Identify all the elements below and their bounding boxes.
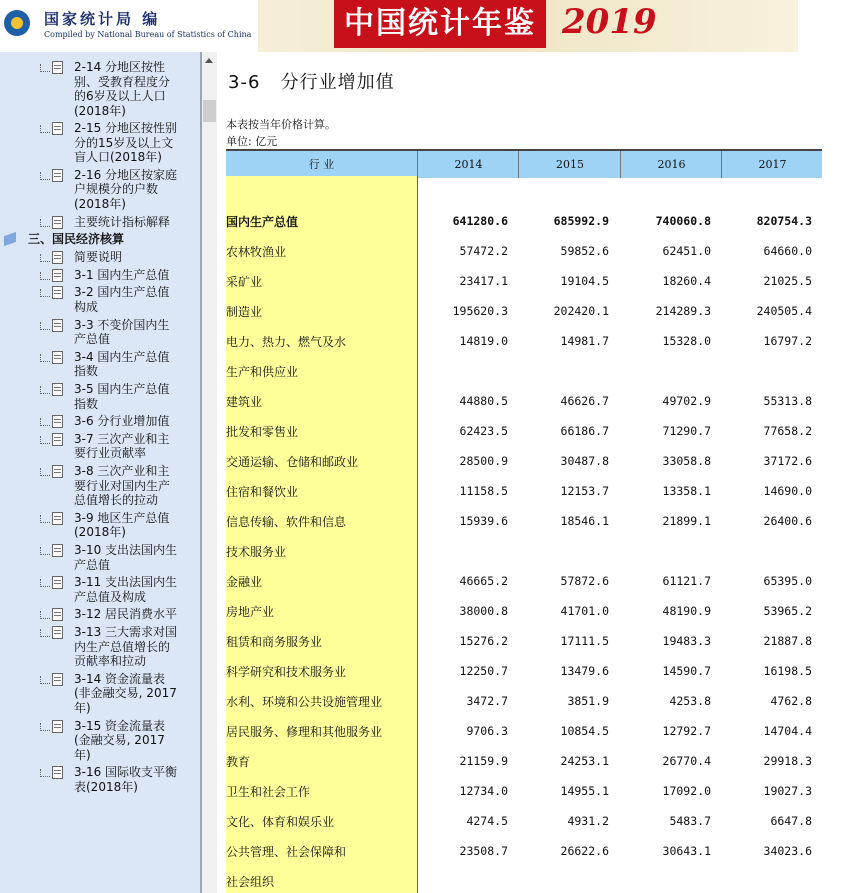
cell-value: 41701.0 bbox=[560, 604, 609, 618]
cell-value: 16198.5 bbox=[763, 664, 812, 678]
toc-item-line: 要行业对国内生产 bbox=[74, 478, 171, 493]
tree-branch-line bbox=[40, 272, 50, 280]
toc-item[interactable] bbox=[0, 215, 200, 230]
tree-branch-line bbox=[40, 769, 50, 777]
cell-value: 77658.2 bbox=[763, 424, 812, 438]
cell-value: 18546.1 bbox=[560, 514, 609, 528]
toc-item-line: 分的15岁及以上文 bbox=[74, 135, 174, 150]
cell-value: 17092.0 bbox=[662, 784, 711, 798]
cell-value: 4274.5 bbox=[466, 814, 508, 828]
cell-value: 3851.9 bbox=[567, 694, 609, 708]
toc-item-label bbox=[74, 215, 198, 230]
sidebar-scrollbar[interactable] bbox=[202, 52, 217, 893]
unit-note: 单位: 亿元 bbox=[226, 135, 278, 148]
row-label: 电力、热力、燃气及水 bbox=[226, 335, 347, 349]
toc-item-label bbox=[74, 464, 198, 508]
cell-value: 57872.6 bbox=[560, 574, 609, 588]
toc-item[interactable] bbox=[0, 250, 200, 265]
toc-item-line: 年) bbox=[74, 700, 91, 715]
toc-item[interactable] bbox=[0, 575, 200, 604]
cell-value: 195620.3 bbox=[452, 304, 508, 318]
toc-item-label bbox=[74, 672, 198, 716]
row-label: 信息传输、软件和信息 bbox=[226, 515, 347, 529]
row-label: 房地产业 bbox=[226, 605, 275, 619]
toc-item[interactable] bbox=[0, 318, 200, 347]
tree-branch-line bbox=[40, 611, 50, 619]
toc-item-line: 2-14 分地区按性 bbox=[74, 60, 166, 74]
cell-value: 38000.8 bbox=[459, 604, 508, 618]
tree-branch-line bbox=[40, 629, 50, 637]
toc-item-label bbox=[74, 268, 198, 283]
document-icon bbox=[52, 415, 63, 428]
toc-item-line: 指数 bbox=[74, 364, 99, 379]
tree-branch-line bbox=[40, 254, 50, 262]
toc-item-label bbox=[28, 232, 152, 247]
toc-item-line: 构成 bbox=[74, 299, 99, 314]
tree-branch-line bbox=[40, 322, 50, 330]
tree-branch-line bbox=[40, 579, 50, 587]
toc-item-line: 3-2 国内生产总值 bbox=[74, 285, 170, 300]
scroll-up-arrow-icon[interactable] bbox=[205, 58, 213, 63]
toc-item[interactable] bbox=[0, 285, 200, 314]
toc-item-label bbox=[74, 511, 198, 540]
document-icon bbox=[52, 626, 63, 639]
row-label: 居民服务、修理和其他服务业 bbox=[226, 725, 383, 739]
toc-item-label bbox=[74, 432, 198, 461]
toc-item-line: 3-13 三大需求对国 bbox=[74, 625, 178, 640]
row-label: 教育 bbox=[226, 755, 251, 769]
document-icon bbox=[52, 319, 63, 332]
document-icon bbox=[52, 544, 63, 557]
cell-value: 62451.0 bbox=[662, 244, 711, 258]
toc-section-item[interactable] bbox=[0, 232, 200, 247]
tree-branch-line bbox=[40, 289, 50, 297]
cell-value: 14690.0 bbox=[763, 484, 812, 498]
document-icon bbox=[52, 433, 63, 446]
toc-item-line: 产总值 bbox=[74, 332, 111, 347]
cell-value: 53965.2 bbox=[763, 604, 812, 618]
document-icon bbox=[52, 383, 63, 396]
cell-value: 10854.5 bbox=[560, 724, 609, 738]
cell-value: 26400.6 bbox=[763, 514, 812, 528]
toc-item-label bbox=[74, 285, 198, 314]
row-label: 农林牧渔业 bbox=[226, 245, 287, 259]
toc-item-label bbox=[74, 121, 198, 165]
toc-item-line: 3-9 地区生产总值 bbox=[74, 510, 170, 525]
toc-item-line: (2018年) bbox=[74, 103, 126, 118]
document-icon bbox=[52, 673, 63, 686]
document-icon bbox=[52, 608, 63, 621]
header-year: 2014 bbox=[417, 151, 519, 178]
cell-value: 685992.9 bbox=[553, 214, 609, 228]
cell-value: 33058.8 bbox=[662, 454, 711, 468]
cell-value: 71290.7 bbox=[662, 424, 711, 438]
document-icon bbox=[52, 286, 63, 299]
toc-item-line: 3-14 资金流量表 bbox=[74, 671, 166, 686]
tree-branch-line bbox=[40, 64, 50, 72]
toc-item-label bbox=[74, 318, 198, 347]
toc-item-line: 表(2018年) bbox=[74, 779, 138, 794]
document-icon bbox=[52, 269, 63, 282]
cell-value: 13358.1 bbox=[662, 484, 711, 498]
tree-branch-line bbox=[40, 723, 50, 731]
header-year: 2017 bbox=[721, 151, 823, 178]
cell-value: 11158.5 bbox=[459, 484, 508, 498]
toc-sidebar[interactable] bbox=[0, 52, 200, 893]
cell-value: 19104.5 bbox=[560, 274, 609, 288]
tree-branch-line bbox=[40, 418, 50, 426]
row-label: 金融业 bbox=[226, 575, 263, 589]
toc-item[interactable] bbox=[0, 607, 200, 622]
toc-item-line: 别、受教育程度分 bbox=[74, 74, 171, 89]
toc-item-line: 2-15 分地区按性别 bbox=[74, 121, 178, 136]
toc-item-label bbox=[74, 625, 198, 669]
cell-value: 240505.4 bbox=[756, 304, 812, 318]
document-icon bbox=[52, 766, 63, 779]
toc-item-label bbox=[74, 60, 198, 118]
cell-value: 19483.3 bbox=[662, 634, 711, 648]
cell-value: 26622.6 bbox=[560, 844, 609, 858]
tree-branch-line bbox=[40, 386, 50, 394]
page-title bbox=[228, 68, 395, 94]
cell-value: 37172.6 bbox=[763, 454, 812, 468]
cell-value: 29918.3 bbox=[763, 754, 812, 768]
tree-branch-line bbox=[40, 436, 50, 444]
table-title: 分行业增加值 bbox=[280, 72, 395, 93]
row-label: 住宿和餐饮业 bbox=[226, 485, 299, 499]
cell-value: 14704.4 bbox=[763, 724, 812, 738]
tree-branch-line bbox=[40, 219, 50, 227]
tree-branch-line bbox=[40, 676, 50, 684]
cell-value: 15939.6 bbox=[459, 514, 508, 528]
row-label: 生产和供应业 bbox=[226, 365, 299, 379]
toc-item-line: 3-6 分行业增加值 bbox=[74, 414, 170, 429]
document-icon bbox=[52, 512, 63, 525]
cell-value: 59852.6 bbox=[560, 244, 609, 258]
toc-item-line: (2018年) bbox=[74, 525, 126, 540]
book-icon bbox=[4, 232, 16, 246]
cell-value: 46626.7 bbox=[560, 394, 609, 408]
toc-item[interactable] bbox=[0, 672, 200, 716]
row-label: 批发和零售业 bbox=[226, 425, 299, 439]
cell-value: 14590.7 bbox=[662, 664, 711, 678]
cell-value: 28500.9 bbox=[459, 454, 508, 468]
cell-value: 23417.1 bbox=[459, 274, 508, 288]
toc-item-line: 3-12 居民消费水平 bbox=[74, 607, 178, 622]
document-icon bbox=[52, 61, 63, 74]
table-number: 3-6 bbox=[228, 72, 261, 93]
cell-value: 30487.8 bbox=[560, 454, 609, 468]
toc-item[interactable] bbox=[0, 60, 200, 118]
toc-item-line: (金融交易, 2017 bbox=[74, 733, 165, 747]
toc-item-label bbox=[74, 607, 198, 622]
toc-item[interactable] bbox=[0, 382, 200, 411]
cell-value: 24253.1 bbox=[560, 754, 609, 768]
cell-value: 55313.8 bbox=[763, 394, 812, 408]
cell-value: 62423.5 bbox=[459, 424, 508, 438]
toc-item-line: 3-7 三次产业和主 bbox=[74, 431, 170, 446]
tree-branch-line bbox=[40, 515, 50, 523]
toc-item-line: 户规模分的户数 bbox=[74, 182, 159, 197]
toc-item-label bbox=[74, 350, 198, 379]
toc-item-label bbox=[74, 250, 198, 265]
cell-value: 13479.6 bbox=[560, 664, 609, 678]
document-icon bbox=[52, 465, 63, 478]
tree-branch-line bbox=[40, 547, 50, 555]
cell-value: 30643.1 bbox=[662, 844, 711, 858]
document-icon bbox=[52, 169, 63, 182]
cell-value: 21159.9 bbox=[459, 754, 508, 768]
cell-value: 12792.7 bbox=[662, 724, 711, 738]
publisher-name-en: Compiled by National Bureau of Statistics of China bbox=[44, 30, 252, 39]
toc-item[interactable] bbox=[0, 432, 200, 461]
table-header bbox=[226, 149, 822, 178]
cell-value: 12153.7 bbox=[560, 484, 609, 498]
document-icon bbox=[52, 576, 63, 589]
toc-item-line: (非金融交易, 2017 bbox=[74, 686, 177, 701]
toc-item[interactable] bbox=[0, 121, 200, 165]
row-label: 水利、环境和公共设施管理业 bbox=[226, 695, 383, 709]
cell-value: 6647.8 bbox=[770, 814, 812, 828]
cell-value: 21887.8 bbox=[763, 634, 812, 648]
toc-item[interactable] bbox=[0, 719, 200, 763]
book-banner bbox=[0, 0, 845, 52]
toc-item-label bbox=[74, 168, 198, 212]
toc-item-line: 3-15 资金流量表 bbox=[74, 718, 166, 733]
row-label: 卫生和社会工作 bbox=[226, 785, 311, 799]
document-icon bbox=[52, 251, 63, 264]
cell-value: 820754.3 bbox=[756, 214, 812, 228]
toc-item-line: 盲人口(2018年) bbox=[74, 150, 162, 165]
cell-value: 3472.7 bbox=[466, 694, 508, 708]
row-label: 建筑业 bbox=[226, 395, 263, 409]
tree-branch-line bbox=[40, 125, 50, 133]
toc-item-line: 3-5 国内生产总值 bbox=[74, 382, 170, 396]
cell-value: 214289.3 bbox=[655, 304, 711, 318]
toc-item-line: 3-11 支出法国内生 bbox=[74, 575, 178, 590]
cell-value: 4931.2 bbox=[567, 814, 609, 828]
header-industry: 行 业 bbox=[308, 158, 335, 171]
scrollbar-thumb[interactable] bbox=[203, 100, 216, 122]
toc-item-line: 三、国民经济核算 bbox=[28, 232, 125, 247]
toc-item-label bbox=[74, 543, 198, 572]
document-icon bbox=[52, 122, 63, 135]
cell-value: 34023.6 bbox=[763, 844, 812, 858]
row-label: 国内生产总值 bbox=[226, 215, 299, 229]
cell-value: 14981.7 bbox=[560, 334, 609, 348]
toc-item-line: 主要统计指标解释 bbox=[74, 214, 171, 229]
toc-item-line: 总值增长的拉动 bbox=[74, 493, 159, 508]
cell-value: 57472.2 bbox=[459, 244, 508, 258]
cell-value: 44880.5 bbox=[459, 394, 508, 408]
toc-item-line: 3-3 不变价国内生 bbox=[74, 317, 170, 332]
cell-value: 4762.8 bbox=[770, 694, 812, 708]
toc-item-line: 贡献率和拉动 bbox=[74, 654, 147, 669]
cell-value: 49702.9 bbox=[662, 394, 711, 408]
cell-value: 16797.2 bbox=[763, 334, 812, 348]
cell-value: 48190.9 bbox=[662, 604, 711, 618]
cell-value: 64660.0 bbox=[763, 244, 812, 258]
row-label: 租赁和商务服务业 bbox=[226, 635, 323, 649]
tree-branch-line bbox=[40, 468, 50, 476]
toc-item-line: (2018年) bbox=[74, 196, 126, 211]
row-label: 科学研究和技术服务业 bbox=[226, 665, 347, 679]
document-icon bbox=[52, 351, 63, 364]
toc-item-label bbox=[74, 414, 198, 429]
toc-item[interactable] bbox=[0, 765, 200, 794]
cell-value: 740060.8 bbox=[655, 214, 711, 228]
toc-item-label bbox=[74, 719, 198, 763]
row-label: 制造业 bbox=[226, 305, 263, 319]
cell-value: 641280.6 bbox=[452, 214, 508, 228]
header-year: 2015 bbox=[518, 151, 621, 178]
toc-item-line: 3-16 国际收支平衡 bbox=[74, 765, 178, 780]
toc-item[interactable] bbox=[0, 350, 200, 379]
cell-value: 202420.1 bbox=[553, 304, 609, 318]
toc-item-label bbox=[74, 382, 198, 411]
document-icon bbox=[52, 720, 63, 733]
cell-value: 19027.3 bbox=[763, 784, 812, 798]
row-label: 公共管理、社会保障和 bbox=[226, 845, 347, 859]
cell-value: 9706.3 bbox=[466, 724, 508, 738]
toc-item[interactable] bbox=[0, 268, 200, 283]
toc-item-line: 产总值及构成 bbox=[74, 589, 147, 604]
row-label: 文化、体育和娱乐业 bbox=[226, 815, 335, 829]
nbs-logo-icon bbox=[4, 10, 30, 36]
row-label: 技术服务业 bbox=[226, 545, 287, 559]
toc-item-line: 指数 bbox=[74, 396, 99, 411]
row-label: 社会组织 bbox=[226, 875, 275, 889]
toc-item-label bbox=[74, 765, 198, 794]
cell-value: 14819.0 bbox=[459, 334, 508, 348]
book-title: 中国统计年鉴 bbox=[334, 0, 546, 48]
toc-item-line: 产总值 bbox=[74, 557, 111, 572]
toc-item-line: 的6岁及以上人口 bbox=[74, 89, 166, 103]
cell-value: 18260.4 bbox=[662, 274, 711, 288]
cell-value: 12250.7 bbox=[459, 664, 508, 678]
cell-value: 26770.4 bbox=[662, 754, 711, 768]
cell-value: 4253.8 bbox=[669, 694, 711, 708]
publisher-name: 国家统计局 编 bbox=[44, 10, 161, 28]
cell-value: 21899.1 bbox=[662, 514, 711, 528]
price-note: 本表按当年价格计算。 bbox=[226, 118, 336, 131]
toc-item-line: 简要说明 bbox=[74, 250, 123, 264]
toc-item-line: 要行业贡献率 bbox=[74, 446, 147, 461]
toc-item[interactable] bbox=[0, 168, 200, 212]
cell-value: 12734.0 bbox=[459, 784, 508, 798]
cell-value: 21025.5 bbox=[763, 274, 812, 288]
table-page bbox=[217, 52, 845, 893]
row-label: 采矿业 bbox=[226, 275, 263, 289]
document-icon bbox=[52, 216, 63, 229]
toc-item[interactable] bbox=[0, 511, 200, 540]
book-year: 2019 bbox=[562, 2, 657, 42]
cell-value: 15276.2 bbox=[459, 634, 508, 648]
toc-item[interactable] bbox=[0, 414, 200, 429]
cell-value: 17111.5 bbox=[560, 634, 609, 648]
header-year: 2016 bbox=[620, 151, 722, 178]
toc-item-line: 3-1 国内生产总值 bbox=[74, 267, 170, 282]
toc-item-line: 年) bbox=[74, 747, 91, 762]
cell-value: 23508.7 bbox=[459, 844, 508, 858]
cell-value: 15328.0 bbox=[662, 334, 711, 348]
toc-item-line: 3-8 三次产业和主 bbox=[74, 464, 170, 479]
tree-branch-line bbox=[40, 172, 50, 180]
toc-item-line: 3-10 支出法国内生 bbox=[74, 543, 178, 557]
toc-item-line: 内生产总值增长的 bbox=[74, 639, 171, 654]
cell-value: 5483.7 bbox=[669, 814, 711, 828]
cell-value: 65395.0 bbox=[763, 574, 812, 588]
toc-item-line: 2-16 分地区按家庭 bbox=[74, 167, 178, 182]
toc-item-line: 3-4 国内生产总值 bbox=[74, 349, 170, 364]
cell-value: 14955.1 bbox=[560, 784, 609, 798]
cell-value: 66186.7 bbox=[560, 424, 609, 438]
cell-value: 46665.2 bbox=[459, 574, 508, 588]
toc-item[interactable] bbox=[0, 625, 200, 669]
toc-item[interactable] bbox=[0, 543, 200, 572]
row-label: 交通运输、仓储和邮政业 bbox=[226, 455, 359, 469]
toc-item-label bbox=[74, 575, 198, 604]
toc-item[interactable] bbox=[0, 464, 200, 508]
cell-value: 61121.7 bbox=[662, 574, 711, 588]
tree-branch-line bbox=[40, 354, 50, 362]
